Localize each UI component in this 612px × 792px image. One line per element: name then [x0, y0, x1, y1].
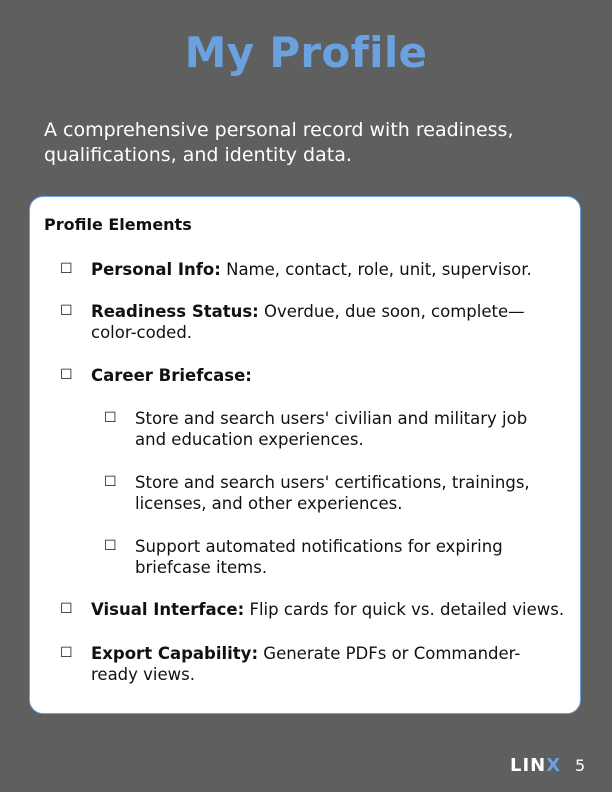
page-title: My Profile [184, 28, 428, 77]
checkbox-icon: ☐ [104, 474, 117, 490]
list-item-text: Personal Info: Name, contact, role, unit, supervisor. [91, 260, 532, 279]
page-subtitle: A comprehensive personal record with readiness, qualifications, and identity data. [44, 119, 514, 166]
page-number: 5 [575, 756, 586, 775]
checkbox-icon: ☐ [60, 303, 73, 319]
list-item-text: Career Briefcase: [91, 366, 252, 385]
list-item-text: Store and search users' certifications, trainings, licenses, and other experiences. [135, 473, 530, 513]
card-heading: Profile Elements [44, 215, 192, 234]
list-item-text: Readiness Status: Overdue, due soon, complete—color-coded. [91, 302, 525, 342]
checkbox-icon: ☐ [104, 538, 117, 554]
checkbox-icon: ☐ [60, 367, 73, 383]
list-item-text: Visual Interface: Flip cards for quick vs. detailed views. [91, 600, 565, 619]
list-item-text: Support automated notifications for expiring briefcase items. [135, 537, 503, 577]
list-item-text: Export Capability: Generate PDFs or Commander-ready views. [91, 644, 521, 684]
checkbox-icon: ☐ [60, 601, 73, 617]
checkbox-icon: ☐ [60, 261, 73, 277]
linx-logo: LINX [510, 755, 562, 776]
list-item-text: Store and search users' civilian and military job and education experiences. [135, 409, 528, 449]
checkbox-icon: ☐ [104, 410, 117, 426]
profile-elements-card [29, 196, 581, 714]
checkbox-icon: ☐ [60, 645, 73, 661]
